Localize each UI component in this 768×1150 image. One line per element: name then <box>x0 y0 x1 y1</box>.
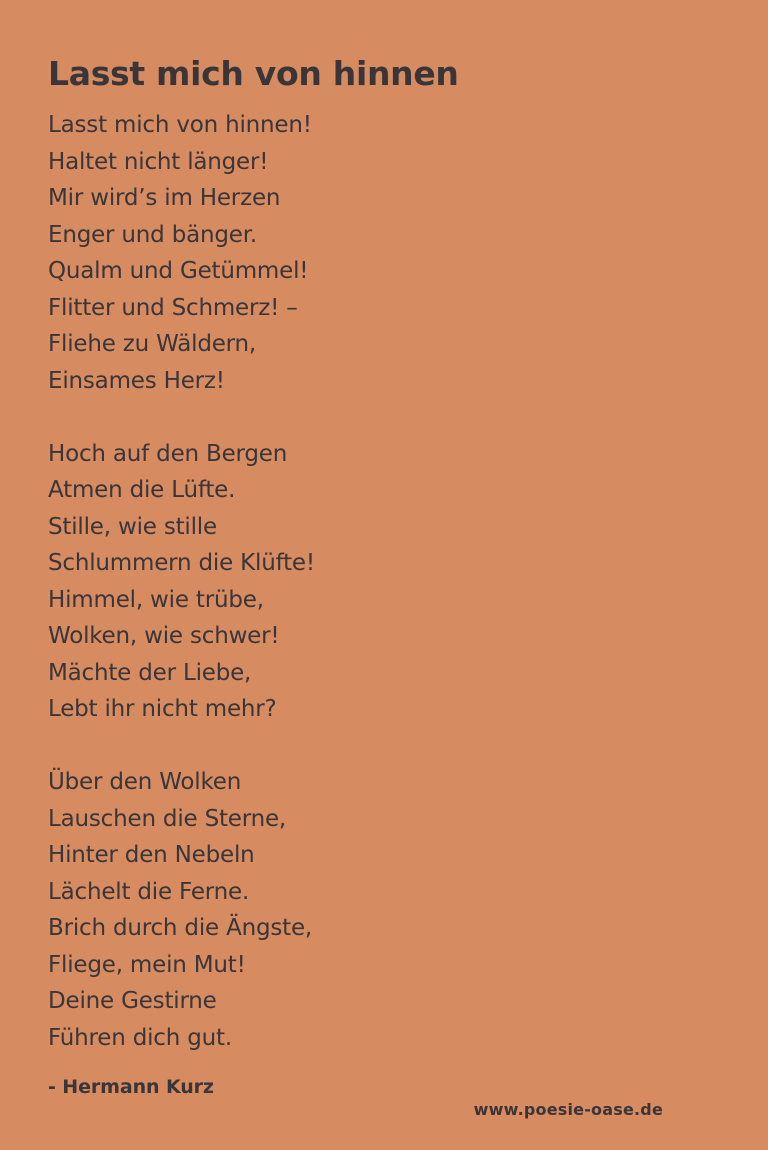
poem-line: Hoch auf den Bergen <box>48 440 288 467</box>
poem-line: Lebt ihr nicht mehr? <box>48 696 277 722</box>
poem-line: Fliege, mein Mut! <box>48 951 246 978</box>
poem-line: Himmel, wie trübe, <box>48 586 264 613</box>
poem-body <box>48 107 315 1093</box>
poem-line: Schlummern die Klüfte! <box>48 550 315 576</box>
poem-line: Haltet nicht länger! <box>48 148 269 175</box>
poem-line: Lasst mich von hinnen! <box>48 112 312 138</box>
poem-line: Atmen die Lüfte. <box>48 477 236 503</box>
poem-line: Mir wird’s im Herzen <box>48 185 281 211</box>
poem-line: Qualm und Getümmel! <box>48 258 309 284</box>
stanza-1 <box>48 107 315 399</box>
poem-line: Lauschen die Sterne, <box>48 805 287 832</box>
poem-line: Mächte der Liebe, <box>48 659 252 686</box>
poem-line: Hinter den Nebeln <box>48 842 255 868</box>
stanza-3 <box>48 764 315 1056</box>
poem-line: Einsames Herz! <box>48 367 225 394</box>
website-link[interactable]: www.poesie-oase.de <box>473 1100 663 1119</box>
poem-line: Wolken, wie schwer! <box>48 623 280 649</box>
poem-line: Deine Gestirne <box>48 988 217 1014</box>
poem-title: Lasst mich von hinnen <box>48 54 459 93</box>
stanza-2 <box>48 436 315 728</box>
poem-line: Lächelt die Ferne. <box>48 878 250 905</box>
poem-line: Fliehe zu Wäldern, <box>48 331 257 357</box>
poem-line: Führen dich gut. <box>48 1024 232 1051</box>
poem-line: Flitter und Schmerz! – <box>48 294 298 321</box>
poem-author: - Hermann Kurz <box>48 1076 214 1098</box>
poem-line: Enger und bänger. <box>48 221 257 248</box>
poem-line: Brich durch die Ängste, <box>48 915 313 941</box>
poem-line: Über den Wolken <box>48 769 242 795</box>
poem-line: Stille, wie stille <box>48 513 217 540</box>
